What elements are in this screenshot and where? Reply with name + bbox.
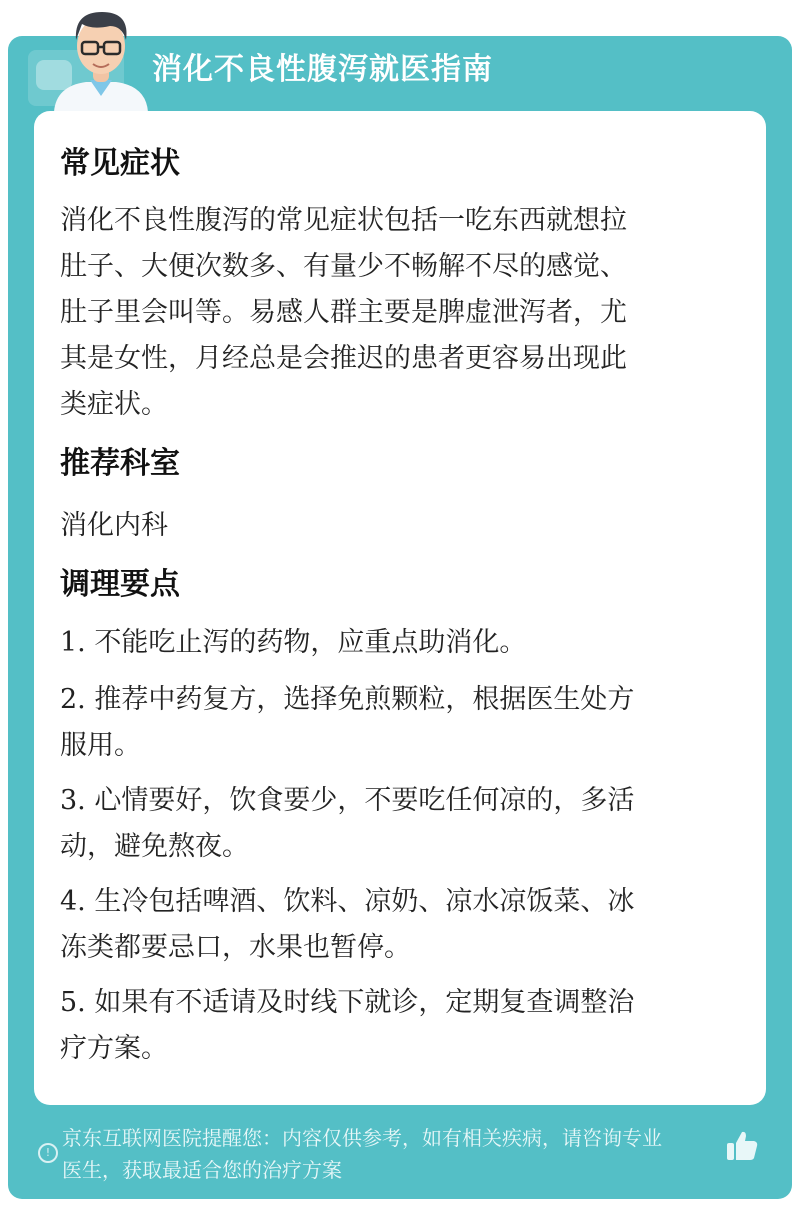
care-item-line: 如果有不适请及时线下就诊，定期复查调整治	[94, 987, 635, 1018]
care-item-number: 1.	[60, 627, 86, 658]
care-item	[60, 620, 730, 666]
care-item	[60, 879, 730, 971]
care-item-number: 2.	[60, 684, 86, 715]
page-title: 消化不良性腹泻就医指南	[152, 52, 493, 87]
care-item-number: 4.	[60, 886, 86, 917]
care-item-line: 冻类都要忌口，水果也暂停。	[60, 932, 411, 963]
symptoms-line: 消化不良性腹泻的常见症状包括一吃东西就想拉	[60, 205, 627, 236]
care-item-number: 3.	[60, 785, 86, 816]
symptoms-line: 其是女性，月经总是会推迟的患者更容易出现此	[60, 343, 627, 374]
care-item-line: 心情要好，饮食要少，不要吃任何凉的，多活	[94, 785, 635, 816]
disclaimer-line: 京东互联网医院提醒您：内容仅供参考，如有相关疾病，请咨询专业	[62, 1126, 662, 1150]
care-item-line: 服用。	[60, 730, 141, 761]
care-item	[60, 980, 730, 1072]
symptoms-line: 类症状。	[60, 389, 168, 420]
care-item-line: 生冷包括啤酒、饮料、凉奶、凉水凉饭菜、冰	[94, 886, 635, 917]
disclaimer-line: 医生，获取最适合您的治疗方案	[62, 1158, 342, 1182]
section-heading-department: 推荐科室	[60, 446, 180, 481]
info-icon: !	[38, 1143, 58, 1163]
disclaimer-text	[62, 1122, 728, 1186]
care-item-line: 推荐中药复方，选择免煎颗粒，根据医生处方	[94, 684, 635, 715]
thumbs-up-icon[interactable]	[724, 1128, 760, 1164]
section-heading-care: 调理要点	[60, 567, 180, 602]
department-value: 消化内科	[60, 510, 168, 541]
section-heading-symptoms: 常见症状	[60, 146, 180, 181]
symptoms-line: 肚子、大便次数多、有量少不畅解不尽的感觉、	[60, 251, 627, 282]
care-item-line: 疗方案。	[60, 1033, 168, 1064]
care-item	[60, 677, 730, 769]
care-item-line: 不能吃止泻的药物，应重点助消化。	[94, 627, 527, 658]
symptoms-text	[60, 198, 730, 428]
care-item	[60, 778, 730, 870]
symptoms-line: 肚子里会叫等。易感人群主要是脾虚泄泻者，尤	[60, 297, 627, 328]
care-item-number: 5.	[60, 987, 86, 1018]
care-item-line: 动，避免熬夜。	[60, 831, 249, 862]
doctor-avatar	[46, 0, 156, 112]
